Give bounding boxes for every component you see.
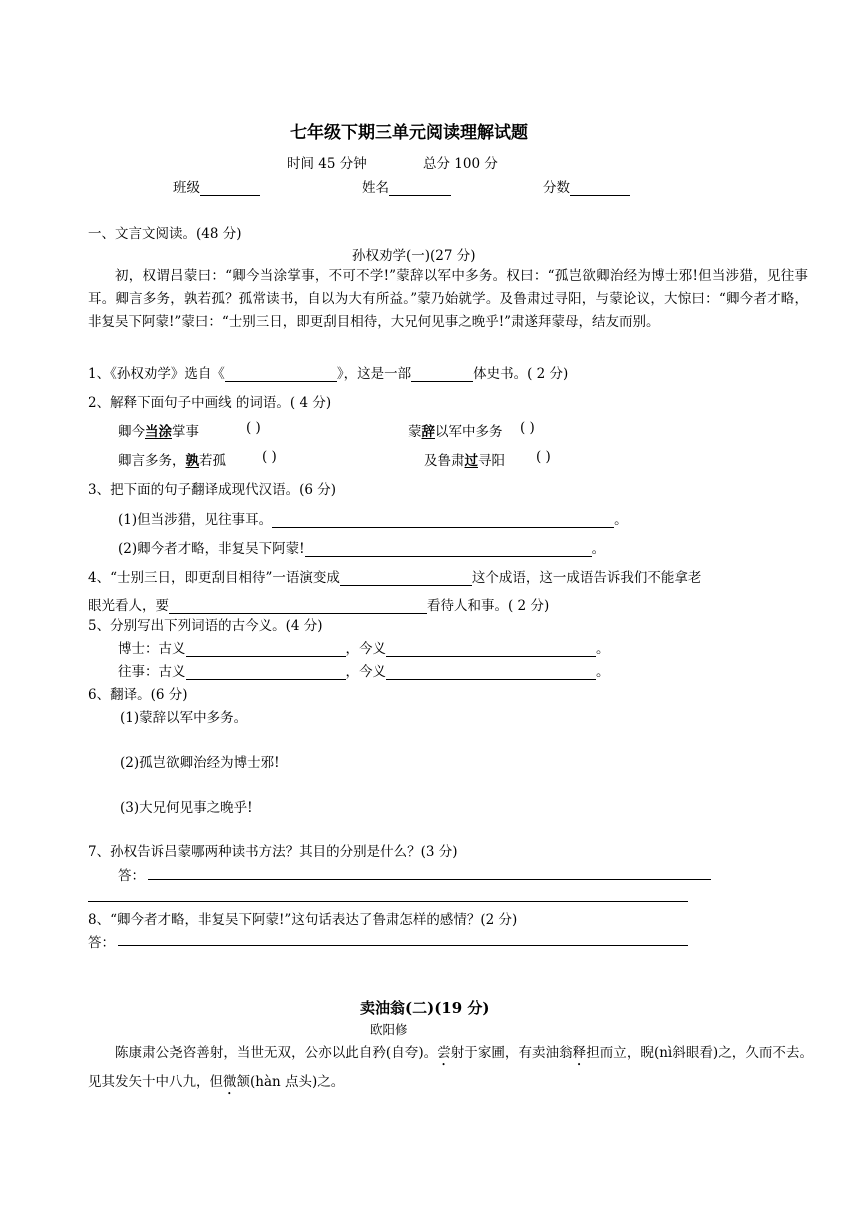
name-field[interactable] [362, 176, 451, 196]
q2-item-3-word: 孰 [185, 453, 199, 469]
question-2: 2、解释下面句子中画线 的词语。( 4 分) [88, 395, 332, 411]
q7-answer-line-2[interactable] [88, 901, 688, 902]
q5-2-ancient-blank[interactable] [186, 665, 346, 680]
q7-answer-line-1[interactable] [148, 879, 711, 880]
class-blank[interactable] [200, 181, 260, 196]
passage2-emphasis-chang: 尝 [437, 1045, 451, 1061]
passage2-part-5: 担而立，睨(nì斜眼看)之，久而不去。见其发矢十中八九，但 [88, 1045, 814, 1090]
q5-item-2 [118, 660, 610, 680]
q3-1-period: 。 [614, 512, 628, 528]
q7-answer-label: 答： [118, 868, 145, 884]
q2-item-2-pre: 蒙 [408, 424, 422, 440]
q8-answer-label: 答： [88, 935, 115, 951]
question-5: 5、分别写出下列词语的古今义。(4 分) [88, 618, 323, 634]
q3-2-blank[interactable] [305, 542, 592, 557]
q2-item-4-word: 过 [464, 453, 478, 469]
q6-item-2: (2)孤岂欲卿治经为博士邪! [120, 755, 280, 771]
question-8: 8、“卿今者才略，非复吴下阿蒙!”这句话表达了鲁肃怎样的感情？(2 分) [88, 912, 518, 928]
q2-item-4 [424, 449, 505, 469]
passage2-part-7: 颔(hàn 点头)之。 [236, 1074, 345, 1090]
q3-item-2 [118, 537, 605, 557]
q2-item-2-post: 以军中多务 [435, 424, 503, 440]
q3-2-period: 。 [591, 541, 606, 557]
q1-text-a: 1、《孙权劝学》选自《 [88, 366, 225, 382]
q2-item-3 [118, 449, 226, 469]
q2-item-3-answer[interactable]: ( ) [262, 449, 277, 465]
q5-1-modern-blank[interactable] [386, 642, 596, 657]
q1-text-b: 》，这是一部 [336, 366, 412, 382]
q2-item-1-answer[interactable]: ( ) [246, 420, 261, 436]
page-title: 七年级下期三单元阅读理解试题 [290, 123, 528, 143]
q5-1-ancient-label: 博士：古义 [118, 641, 186, 657]
q5-2-modern-blank[interactable] [386, 665, 596, 680]
q1-text-c: 体史书。( 2 分) [473, 366, 569, 382]
question-3: 3、把下面的句子翻译成现代汉语。(6 分) [88, 482, 337, 498]
q5-item-1 [118, 637, 610, 657]
q4-blank-attitude[interactable] [169, 599, 427, 614]
score-field[interactable] [543, 176, 630, 196]
q8-answer-line[interactable] [118, 945, 688, 946]
q1-blank-book[interactable] [225, 367, 337, 382]
passage2-part-3: 射于家圃，有卖油翁 [450, 1045, 573, 1061]
name-label: 姓名 [362, 180, 389, 196]
q3-1-text: (1)但当涉猎，见往事耳。 [118, 512, 273, 528]
q2-item-1-post: 掌事 [172, 424, 199, 440]
q6-item-1: (1)蒙辞以军中多务。 [120, 710, 248, 726]
q2-item-4-answer[interactable]: ( ) [536, 449, 551, 465]
score-blank[interactable] [570, 181, 630, 196]
question-4-line-1 [88, 566, 701, 586]
passage2-emphasis-shi: 释 [572, 1045, 587, 1061]
q4-text-a: 4、“士别三日，即更刮目相待”一语演变成 [88, 570, 340, 586]
score-label: 分数 [543, 180, 570, 196]
time-limit: 时间 45 分钟 [287, 156, 367, 172]
q4-text-c: 眼光看人，要 [88, 598, 169, 614]
q3-item-1 [118, 508, 628, 528]
q2-item-4-post: 寻阳 [478, 453, 505, 469]
q5-1-period: 。 [596, 641, 610, 657]
question-6: 6、翻译。(6 分) [88, 687, 188, 703]
q2-item-1-pre: 卿今 [118, 424, 145, 440]
q5-2-modern-label: ，今义 [345, 664, 386, 680]
q2-item-2 [408, 420, 503, 440]
q1-blank-genre[interactable] [411, 367, 473, 382]
passage2-emphasis-wei: 微 [223, 1074, 237, 1090]
q4-blank-idiom[interactable] [340, 571, 472, 586]
q2-item-1 [118, 420, 199, 440]
section1-heading: 一、文言文阅读。(48 分) [88, 226, 242, 242]
passage1-title: 孙权劝学(一)(27 分) [352, 248, 476, 264]
q2-item-3-post: 若孤 [199, 453, 226, 469]
q5-1-modern-label: ，今义 [345, 641, 386, 657]
class-label: 班级 [173, 180, 200, 196]
q4-text-d: 看待人和事。( 2 分) [427, 598, 550, 614]
q2-item-2-answer[interactable]: ( ) [520, 420, 535, 436]
q5-1-ancient-blank[interactable] [186, 642, 346, 657]
q2-item-1-word: 当涂 [145, 424, 172, 440]
q5-2-ancient-label: 往事：古义 [118, 664, 186, 680]
passage2-title: 卖油翁(二)(19 分) [360, 999, 490, 1017]
question-4-line-2 [88, 594, 549, 614]
class-field[interactable] [173, 176, 260, 196]
name-blank[interactable] [389, 181, 451, 196]
q2-item-3-pre: 卿言多务， [118, 453, 186, 469]
q3-2-text: (2)卿今者才略，非复吴下阿蒙! [118, 541, 305, 557]
passage2-text [88, 1040, 813, 1098]
passage1-text: 初，权谓吕蒙曰：“卿今当涂掌事，不可不学!”蒙辞以军中多务。权曰：“孤岂欲卿治经为博士邪!但当涉猎，见往事耳。卿言多务，孰若孤？孤常读书，自以为大有所益。”蒙乃始就学。及鲁肃过寻阳，与蒙论议，大惊曰：“卿今者才略，非复吴下阿蒙!”蒙曰：“士别三日，即更刮目相待，大兄何见事之晚乎!”肃遂拜蒙母，结友而别。 [88, 268, 808, 330]
total-score: 总分 100 分 [423, 156, 498, 172]
passage2-author: 欧阳修 [370, 1022, 408, 1037]
passage2-part-1: 陈康肃公尧咨善射，当世无双，公亦以此自矜(自夸)。 [115, 1045, 438, 1061]
question-1 [88, 362, 568, 382]
q2-item-2-word: 辞 [421, 424, 435, 440]
q6-item-3: (3)大兄何见事之晚乎! [120, 800, 253, 816]
question-7: 7、孙权告诉吕蒙哪两种读书方法？其目的分别是什么？(3 分) [88, 844, 458, 860]
q3-1-blank[interactable] [272, 513, 614, 528]
q4-text-b: 这个成语，这一成语告诉我们不能拿老 [471, 570, 702, 586]
q5-2-period: 。 [596, 664, 610, 680]
q2-item-4-pre: 及鲁肃 [424, 453, 465, 469]
